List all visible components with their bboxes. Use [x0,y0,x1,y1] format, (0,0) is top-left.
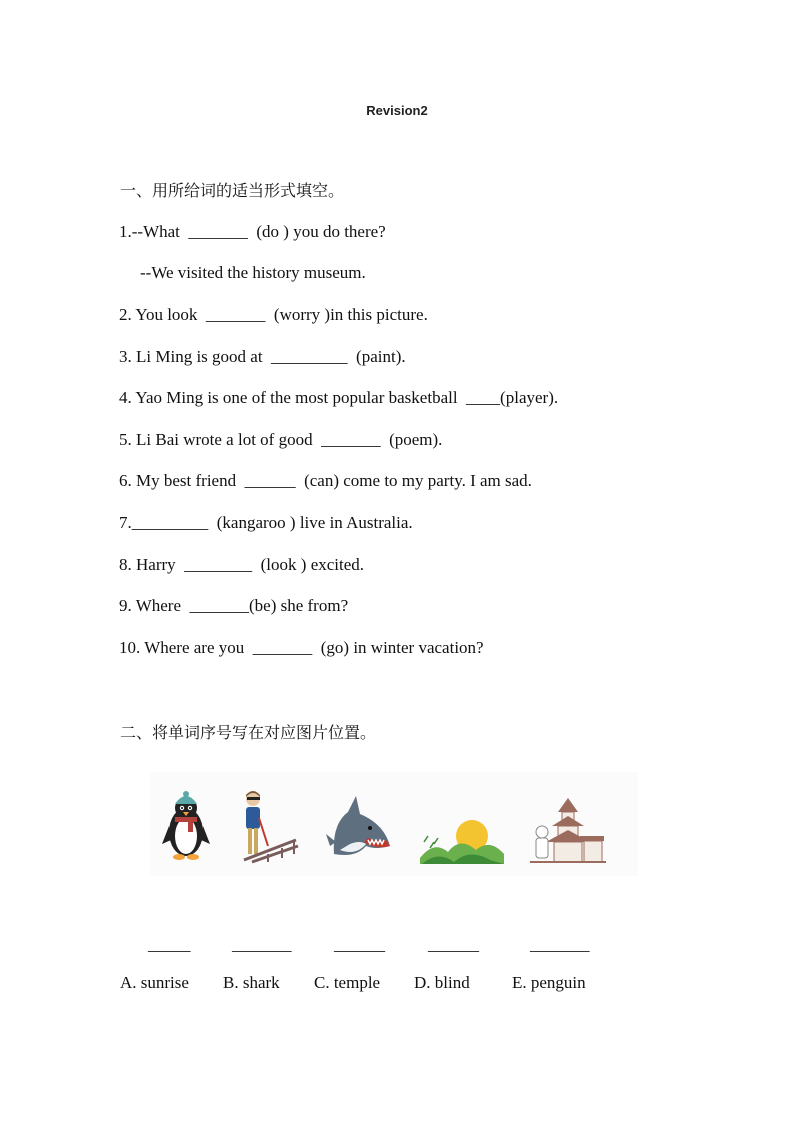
question-10: 10. Where are you _______ (go) in winter vacation? [119,638,484,657]
question-1-answer: --We visited the history museum. [140,263,366,282]
option-a: A. sunrise [120,973,189,992]
question-6: 6. My best friend ______ (can) come to my party. I am sad. [119,471,532,490]
answer-blank-3[interactable]: ______ [334,935,385,954]
answer-blank-4[interactable]: ______ [428,935,479,954]
picture-strip [150,772,638,876]
answer-blank-1[interactable]: _____ [148,935,191,954]
section2-heading: 二、将单词序号写在对应图片位置。 [120,723,377,742]
shark-icon [326,794,396,866]
option-d: D. blind [414,973,470,992]
question-4: 4. Yao Ming is one of the most popular basketball ____(player). [119,388,559,407]
answer-blank-5[interactable]: _______ [530,935,590,954]
sunrise-icon [420,806,506,864]
option-b: B. shark [223,973,280,992]
option-e: E. penguin [512,973,586,992]
question-9: 9. Where _______(be) she from? [119,596,349,615]
penguin-icon [158,790,214,862]
question-8: 8. Harry ________ (look ) excited. [119,555,365,574]
answer-blank-2[interactable]: _______ [232,935,292,954]
option-c: C. temple [314,973,381,992]
question-2: 2. You look _______ (worry )in this picture. [119,305,428,324]
section1-heading: 一、用所给词的适当形式填空。 [120,181,345,200]
question-5: 5. Li Bai wrote a lot of good _______ (poem). [119,430,443,449]
page-title: Revision2 [366,103,428,118]
question-1: 1.--What _______ (do ) you do there? [119,222,386,241]
question-3: 3. Li Ming is good at _________ (paint). [119,347,406,366]
question-7: 7._________ (kangaroo ) live in Australia. [119,513,413,532]
temple-icon [530,796,606,866]
blind-person-icon [238,790,300,864]
